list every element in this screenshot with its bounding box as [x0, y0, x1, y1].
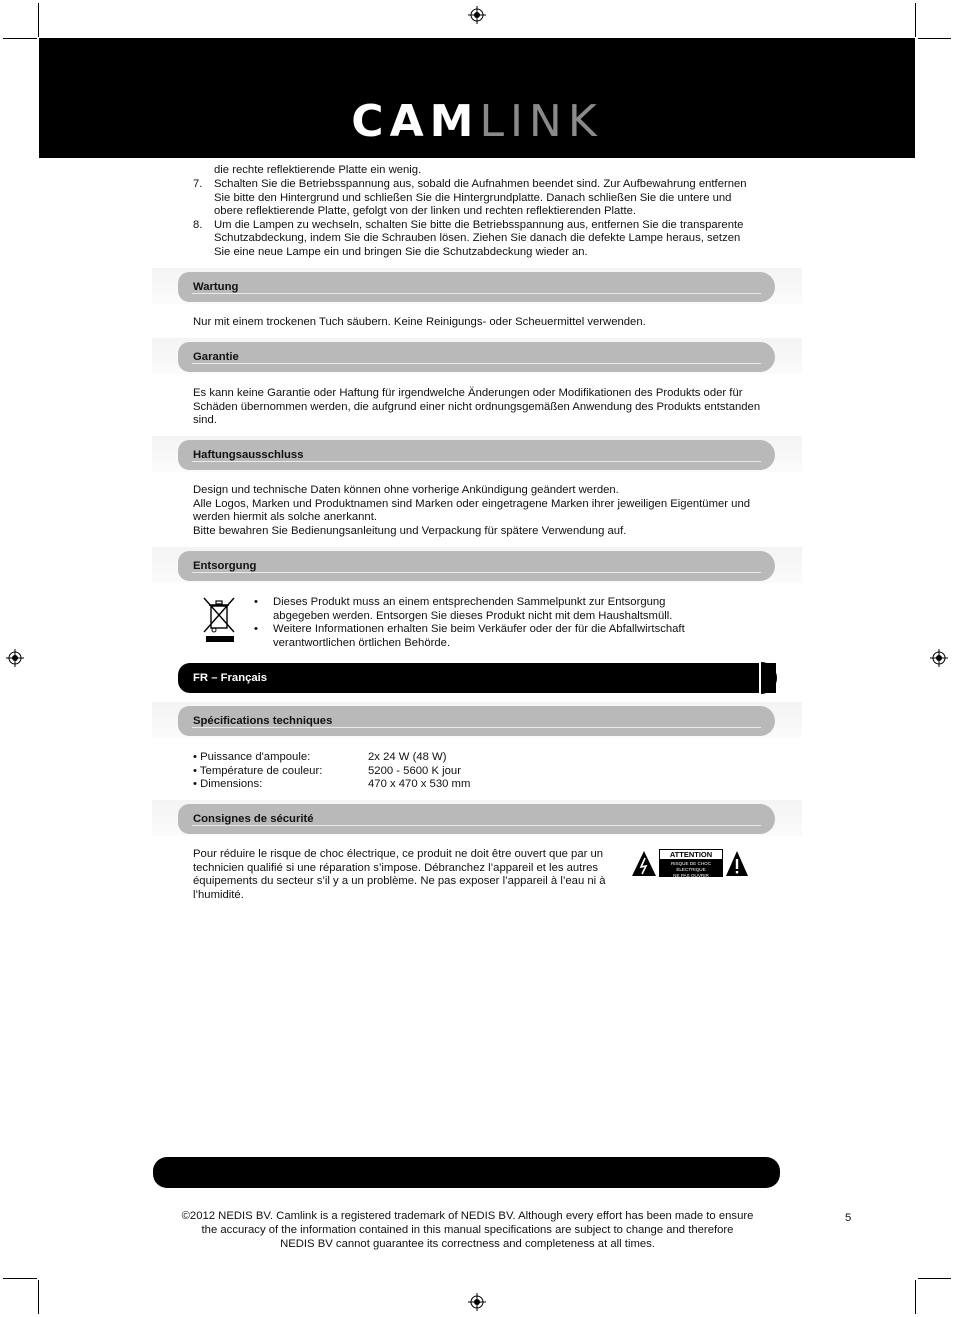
- crop-mark: [3, 1278, 37, 1279]
- spec-row: • Puissance d'ampoule: 2x 24 W (48 W): [193, 751, 447, 763]
- section-header-haftung: Haftungsausschluss: [178, 440, 775, 470]
- weee-crossed-bin-icon: [200, 594, 238, 644]
- spec-row: • Dimensions: 470 x 470 x 530 mm: [193, 778, 471, 790]
- entsorgung-list: [254, 596, 724, 650]
- list-item: 8. Um die Lampen zu wechseln, schalten Sie bitte die Betriebsspannung aus, entfernen Sie die transparente Schutzabdeckung, indem Sie die Schrauben lösen. Ziehen Sie danach die defekte Lampe heraus, setzen Sie eine neue Lampe ein und bringen Sie die Schutzabdeckung wieder an.: [193, 218, 744, 258]
- footer-copyright: ©2012 NEDIS BV. Camlink is a registered trademark of NEDIS BV. Although every effort has been made to ensure the accuracy of the information contained in this manual specifications are subject to change and therefore NEDIS BV cannot guarantee its correctness and completeness at all times.: [181, 1210, 754, 1250]
- crop-mark: [915, 1280, 916, 1314]
- warning-box: ATTENTION RISQUE DE CHOC ÉLECTRIQUE NE PAS OUVRIR: [659, 849, 723, 877]
- section-header-wartung: Wartung: [178, 272, 775, 302]
- haftung-text: Design und technische Daten können ohne vorherige Ankündigung geändert werden. Alle Logos, Marken und Produktnamen sind Marken oder eingetragene Marken ihrer jeweiligen Eigentümer und werden hiermit als solche anerkannt. Bitte bewahren Sie Bedienungsanleitung und Verpackung für spätere Verwendung auf.: [193, 484, 751, 537]
- section-header-specs: Spécifications techniques: [178, 706, 775, 736]
- header-banner: [39, 38, 915, 158]
- list-item: • Dieses Produkt muss an einem entsprechenden Sammelpunkt zur Entsorgung abgegeben werden. Entsorgen Sie dieses Produkt nicht mit dem Haushaltsmüll.: [254, 596, 724, 623]
- list-item: 7. Schalten Sie die Betriebsspannung aus, sobald die Aufnahmen beendet sind. Zur Aufbewahrung entfernen Sie bitte den Hintergrund und schließen Sie die Hintergrundplatte. Danach schließen Sie die untere und obere reflektierende Platte, gefolgt von der linken und rechten reflektierenden Platte.: [193, 178, 747, 217]
- registration-mark-icon: [6, 649, 24, 667]
- electric-shock-warning-icon: [631, 850, 657, 877]
- section-header-consignes: Consignes de sécurité: [178, 804, 775, 834]
- list-item: • Weitere Informationen erhalten Sie beim Verkäufer oder der für die Abfallwirtschaft verantwortlichen örtlichen Behörde.: [254, 623, 724, 650]
- crop-mark: [38, 3, 39, 37]
- footer-banner: [153, 1157, 780, 1188]
- camlink-logo: CAMLINK: [351, 96, 603, 147]
- garantie-text: Es kann keine Garantie oder Haftung für irgendwelche Änderungen oder Modifikationen des Produkts oder für Schäden übernommen werden, die aufgrund einer nicht ordnungsgemäßen Anwendung des Produkts entstanden sind.: [193, 387, 761, 426]
- spec-row: • Température de couleur: 5200 - 5600 K jour: [193, 764, 461, 777]
- registration-mark-icon: [930, 649, 948, 667]
- section-header-garantie: Garantie: [178, 342, 775, 372]
- warning-label: [631, 848, 749, 878]
- registration-mark-icon: [468, 1293, 486, 1311]
- crop-mark: [918, 38, 951, 39]
- crop-mark: [38, 1280, 39, 1314]
- page-number: 5: [845, 1212, 852, 1224]
- registration-mark-icon: [468, 6, 486, 24]
- specs-table: [193, 751, 593, 792]
- steps-list: [193, 178, 758, 259]
- wartung-text: Nur mit einem trockenen Tuch säubern. Keine Reinigungs- oder Scheuermittel verwenden.: [193, 316, 646, 328]
- caution-exclamation-icon: [725, 850, 749, 877]
- section-header-entsorgung: Entsorgung: [178, 551, 775, 581]
- crop-mark: [3, 38, 37, 39]
- continued-text: die rechte reflektierende Platte ein wenig.: [214, 164, 422, 176]
- crop-mark: [915, 3, 916, 37]
- crop-mark: [918, 1278, 951, 1279]
- language-header-fr: FR – Français: [178, 663, 776, 693]
- consignes-text: Pour réduire le risque de choc électrique, ce produit ne doit être ouvert que par un technicien qualifié si une réparation s’impose. Débranchez l’appareil et les autres équipements du secteur s’il y a un problème. Ne pas exposer l’appareil à l’eau ni à l’humidité.: [193, 848, 606, 901]
